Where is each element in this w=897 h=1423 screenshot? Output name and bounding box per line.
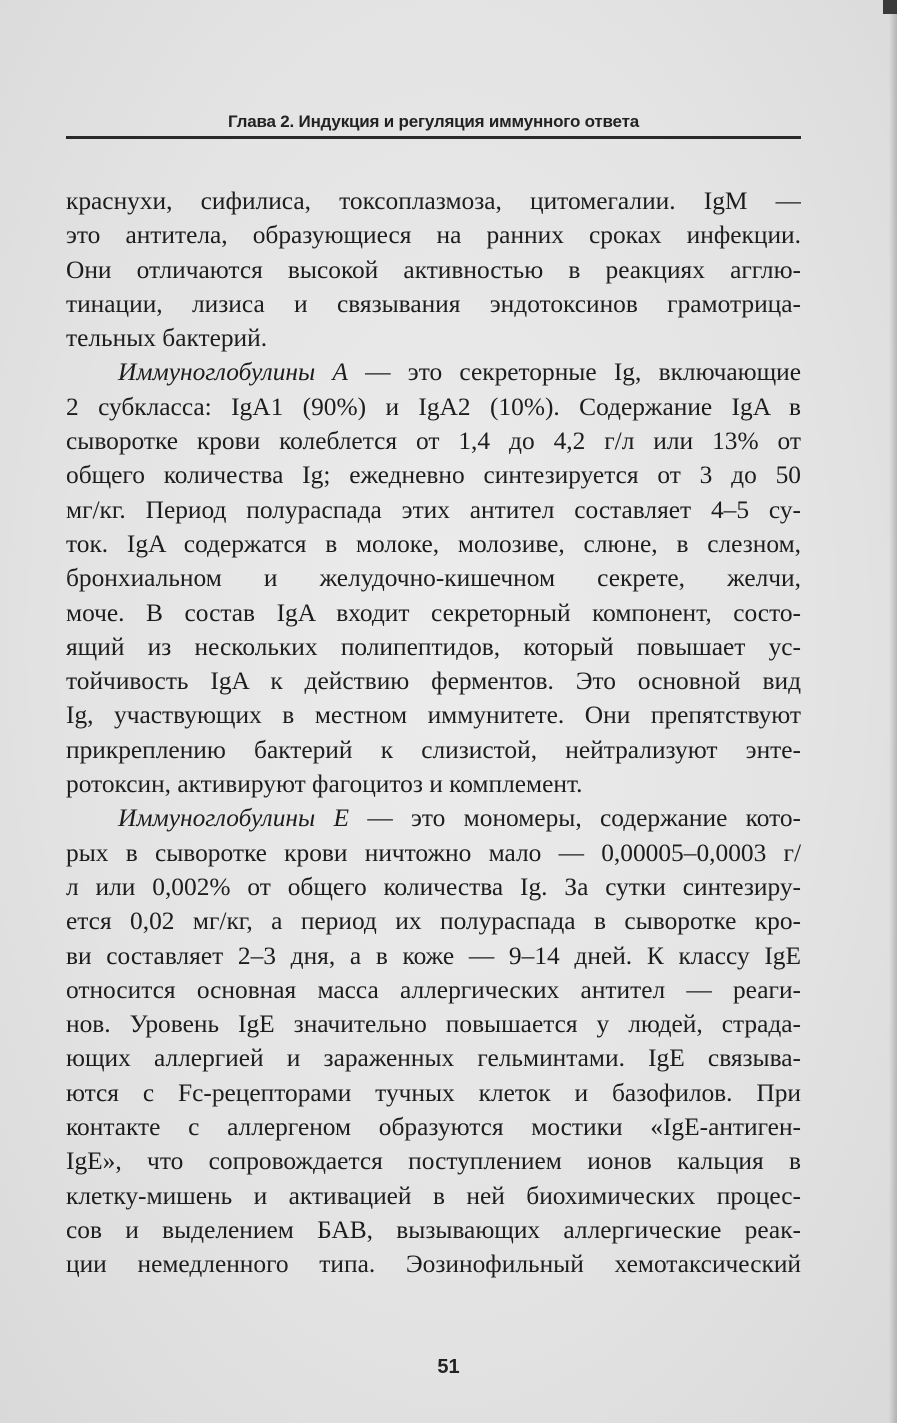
text-line: тинации, лизиса и связывания эндотоксинов грамотрица-: [66, 289, 801, 318]
page-edge-shadow: [889, 0, 897, 1423]
text-line: это антитела, образующиеся на ранних сроках инфекции.: [66, 221, 801, 250]
scan-corner-mark: [883, 0, 897, 14]
text-line: рых в сыворотке крови ничтожно мало — 0,00005–0,0003 г/: [66, 838, 801, 867]
text-line: ющих аллергией и зараженных гельминтами. IgE связыва-: [66, 1044, 801, 1073]
text-line: ви составляет 2–3 дня, а в коже — 9–14 дней. К классу IgE: [66, 941, 801, 970]
text-line: [66, 355, 801, 389]
text-line: ются с Fc-рецепторами тучных клеток и базофилов. При: [66, 1078, 801, 1107]
text-line: относится основная масса аллергических антител — реаги-: [66, 975, 801, 1004]
body-text: [66, 184, 801, 1282]
text-line: сов и выделением БАВ, вызывающих аллергические реак-: [66, 1215, 801, 1244]
text-line: л или 0,002% от общего количества Ig. За сутки синтезиру-: [66, 872, 801, 901]
paragraph-lead: Иммуноглобулины Е: [118, 804, 350, 833]
text-line: 2 субкласса: IgA1 (90%) и IgA2 (10%). Содержание IgA в: [66, 392, 801, 421]
page-number: 51: [437, 1356, 460, 1378]
text-line: краснухи, сифилиса, токсоплазмоза, цитомегалии. IgM —: [66, 187, 801, 215]
text-line: ется 0,02 мг/кг, а период их полураспада в сыворотке кро-: [66, 907, 801, 936]
text-line: Они отличаются высокой активностью в реакциях агглю-: [66, 255, 801, 284]
text-line: [66, 801, 801, 835]
text-fragment: — это мономеры, содержание кото-: [349, 804, 801, 833]
text-line: ток. IgA содержатся в молоке, молозиве, слюне, в слезном,: [66, 529, 801, 558]
text-line: IgE», что сопровождается поступлением ионов кальция в: [66, 1147, 801, 1176]
text-line: сыворотке крови колеблется от 1,4 до 4,2 г/л или 13% от: [66, 427, 801, 456]
text-fragment: — это секреторные Ig, включающие: [347, 358, 801, 387]
text-line: моче. В состав IgA входит секреторный компонент, состо-: [66, 598, 801, 627]
paragraph-1: [66, 184, 801, 355]
text-line: нов. Уровень IgE значительно повышается у людей, страда-: [66, 1010, 801, 1039]
text-line: бронхиальном и желудочно-кишечном секрете, желчи,: [66, 564, 801, 593]
text-line: тойчивость IgA к действию ферментов. Это основной вид: [66, 667, 801, 696]
text-line: ящий из нескольких полипептидов, который повышает ус-: [66, 632, 801, 661]
text-line: Ig, участвующих в местном иммунитете. Они препятствуют: [66, 701, 801, 730]
paragraph-lead: Иммуноглобулины А: [118, 358, 348, 387]
text-line: контакте с аллергеном образуются мостики «IgE-антиген-: [66, 1113, 801, 1142]
paragraph-3: [66, 801, 801, 1281]
text-line: общего количества Ig; ежедневно синтезируется от 3 до 50: [66, 461, 801, 490]
text-line: ции немедленного типа. Эозинофильный хемотаксический: [66, 1250, 801, 1279]
header-rule: [66, 136, 801, 139]
text-line: ротоксин, активируют фагоцитоз и комплемент.: [66, 770, 583, 799]
text-line: клетку-мишень и активацией в ней биохимических процес-: [66, 1181, 801, 1210]
text-line: тельных бактерий.: [66, 324, 268, 353]
running-head: Глава 2. Индукция и регуляция иммунного ответа: [228, 112, 639, 131]
text-line: прикреплению бактерий к слизистой, нейтрализуют энте-: [66, 735, 801, 764]
text-line: мг/кг. Период полураспада этих антител составляет 4–5 су-: [66, 495, 801, 524]
paragraph-2: [66, 355, 801, 801]
